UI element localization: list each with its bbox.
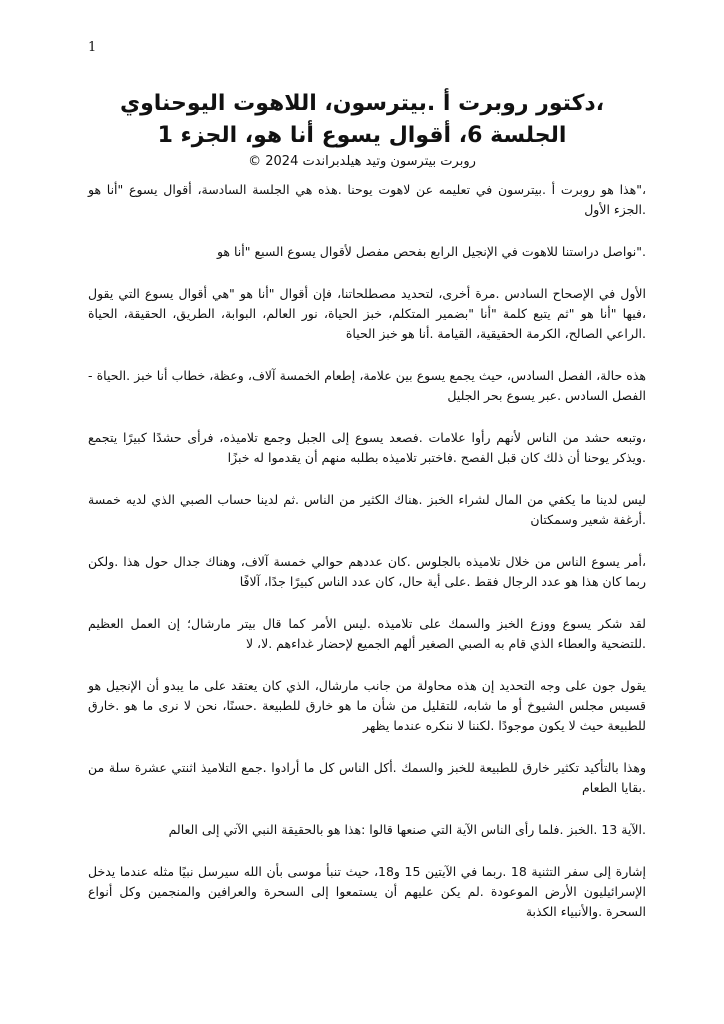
paragraph-1: ،"هذا هو روبرت أ .بيترسون في تعليمه عن لاهوت يوحنا .هذه هي الجلسة السادسة، أقوال يسوع "أنا هو .الجزء الأول xyxy=(88,182,646,217)
document-body xyxy=(88,180,646,944)
paragraph-2: ."نواصل دراستنا للاهوت في الإنجيل الرابع بفحص مفصل لأقوال يسوع السبع "أنا هو xyxy=(216,244,646,259)
document-header xyxy=(80,88,644,172)
paragraph-4: هذه حالة، الفصل السادس، حيث يجمع يسوع بين علامة، إطعام الخمسة آلاف، وعظة، خطاب أنا خبز .الحياة - الفصل السادس .عبر يسوع بحر الجليل xyxy=(88,368,646,403)
paragraph-9: يقول جون على وجه التحديد إن هذه محاولة من جانب مارشال، الذي كان يعتقد على ما يبدو أن الإنجيل هو قسيس مجلس الشيوخ أو ما شابه، للتقليل من شأن ما هو خارق للطبيعة .حسنًا، نحن لا نرى ما هو .خارق للطبيعة حيث لا يكون موجودًا .لكننا لا ننكره عندما يظهر xyxy=(88,678,646,733)
paragraph-6: ليس لدينا ما يكفي من المال لشراء الخبز .هناك الكثير من الناس .ثم لدينا حساب الصبي الذي لديه خمسة .أرغفة شعير وسمكتان xyxy=(88,492,646,527)
document-title-line-1: ،دكتور روبرت أ .بيترسون، اللاهوت اليوحناوي xyxy=(119,91,605,116)
paragraph-3: الأول في الإصحاح السادس .مرة أخرى، لتحديد مصطلحاتنا، فإن أقوال "أنا هو "هي أقوال يسوع التي يقول ،فيها "أنا هو "ثم يتبع كلمة "أنا "بضمير المتكلم، خبز الحياة، نور العالم، البوابة، الطريق، الحقيقة، الحياة .الراعي الصالح، الكرمة الحقيقية، القيامة .أنا هو خبز الحياة xyxy=(88,286,646,341)
copyright-line: روبرت بيترسون وتيد هيلدبراندت 2024 © xyxy=(248,154,476,169)
paragraph-10: وهذا بالتأكيد تكثير خارق للطبيعة للخبز والسمك .أكل الناس كل ما أرادوا .جمع التلاميذ اثنتي عشرة سلة من .بقايا الطعام xyxy=(88,760,646,795)
paragraph-7: ،أمر يسوع الناس من خلال تلاميذه بالجلوس .كان عددهم حوالي خمسة آلاف، وهناك جدال حول هذا .ولكن ربما كان هذا هو عدد الرجال فقط .على أية حال، كان عدد الناس كبيرًا جدًا، آلافًا xyxy=(88,554,646,589)
paragraph-12: إشارة إلى سفر التثنية 18 .ربما في الآيتين 15 و18، حيث تنبأ موسى بأن الله سيرسل نبيًا مثله عندما يدخل الإسرائيليون الأرض الموعودة .لم يكن عليهم أن يستمعوا إلى السحرة والعرافين والمنجمين وكل أنواع السحرة .والأنبياء الكذبة xyxy=(88,864,647,919)
paragraph-8: لقد شكر يسوع ووزع الخبز والسمك على تلاميذه .ليس الأمر كما قال بيتر مارشال؛ إن العمل العظيم .للتضحية والعطاء الذي قام به الصبي الصغير ألهم الجميع لإحضار غداءهم .لا، لا xyxy=(88,616,646,651)
paragraph-11: .الآية 13 .الخبز .فلما رأى الناس الآية التي صنعها قالوا :هذا هو بالحقيقة النبي الآتي إلى العالم xyxy=(168,822,646,837)
paragraph-5: ،وتبعه حشد من الناس لأنهم رأوا علامات .فصعد يسوع إلى الجبل وجمع تلاميذه، فرأى حشدًا كبيرًا يتجمع .ويذكر يوحنا أن ذلك كان قبل الفصح .فاختبر تلاميذه بطلبه منهم أن يقدموا له خبزًا xyxy=(88,430,646,465)
page-number: 1 xyxy=(88,40,97,55)
document-title-line-2: الجلسة 6، أقوال يسوع أنا هو، الجزء 1 xyxy=(157,123,567,148)
